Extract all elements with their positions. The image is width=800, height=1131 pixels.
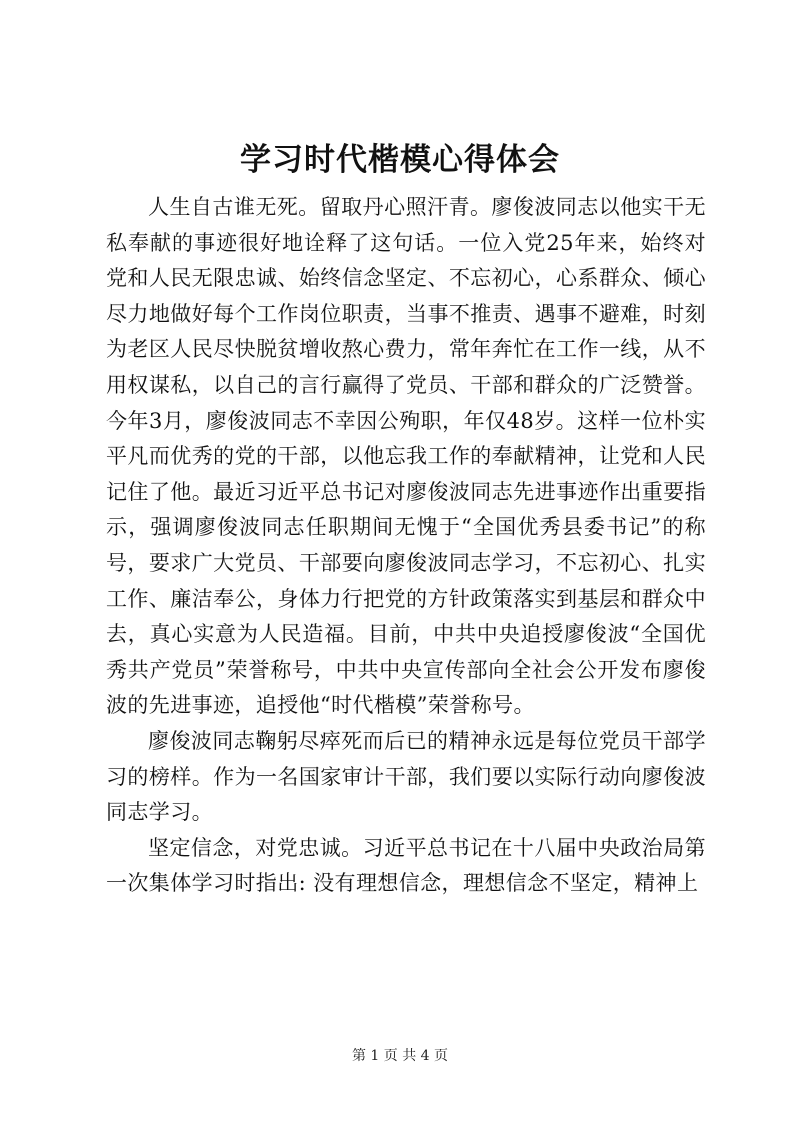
document-body <box>106 190 706 902</box>
paragraph-2: 廖俊波同志鞠躬尽瘁死而后已的精神永远是每位党员干部学习的榜样。作为一名国家审计干部，我们要以实际行动向廖俊波同志学习。 <box>106 728 706 825</box>
document-title: 学习时代楷模心得体会 <box>240 142 560 178</box>
page-footer: 第 1 页 共 4 页 <box>351 1048 449 1064</box>
paragraph-1: 人生自古谁无死。留取丹心照汗青。廖俊波同志以他实干无私奉献的事迹很好地诠释了这句话。一位入党25年来，始终对党和人民无限忠诚、始终信念坚定、不忘初心，心系群众、倾心尽力地做好每个工作岗位职责，当事不推责、遇事不避难，时刻为老区人民尽快脱贫增收熬心费力，常年奔忙在工作一线，从不用权谋私，以自己的言行赢得了党员、干部和群众的广泛赞誉。今年3月，廖俊波同志不幸因公殉职，年仅48岁。这样一位朴实平凡而优秀的党的干部，以他忘我工作的奉献精神，让党和人民记住了他。最近习近平总书记对廖俊波同志先进事迹作出重要指示，强调廖俊波同志任职期间无愧于“全国优秀县委书记”的称号，要求广大党员、干部要向廖俊波同志学习，不忘初心、扎实工作、廉洁奉公，身体力行把党的方针政策落实到基层和群众中去，真心实意为人民造福。目前，中共中央追授廖俊波“全国优秀共产党员”荣誉称号，中共中央宣传部向全社会公开发布廖俊波的先进事迹，追授他“时代楷模”荣誉称号。 <box>106 195 706 718</box>
paragraph-3: 坚定信念，对党忠诚。习近平总书记在十八届中央政治局第一次集体学习时指出: 没有理想信念，理想信念不坚定，精神上 <box>106 835 706 896</box>
